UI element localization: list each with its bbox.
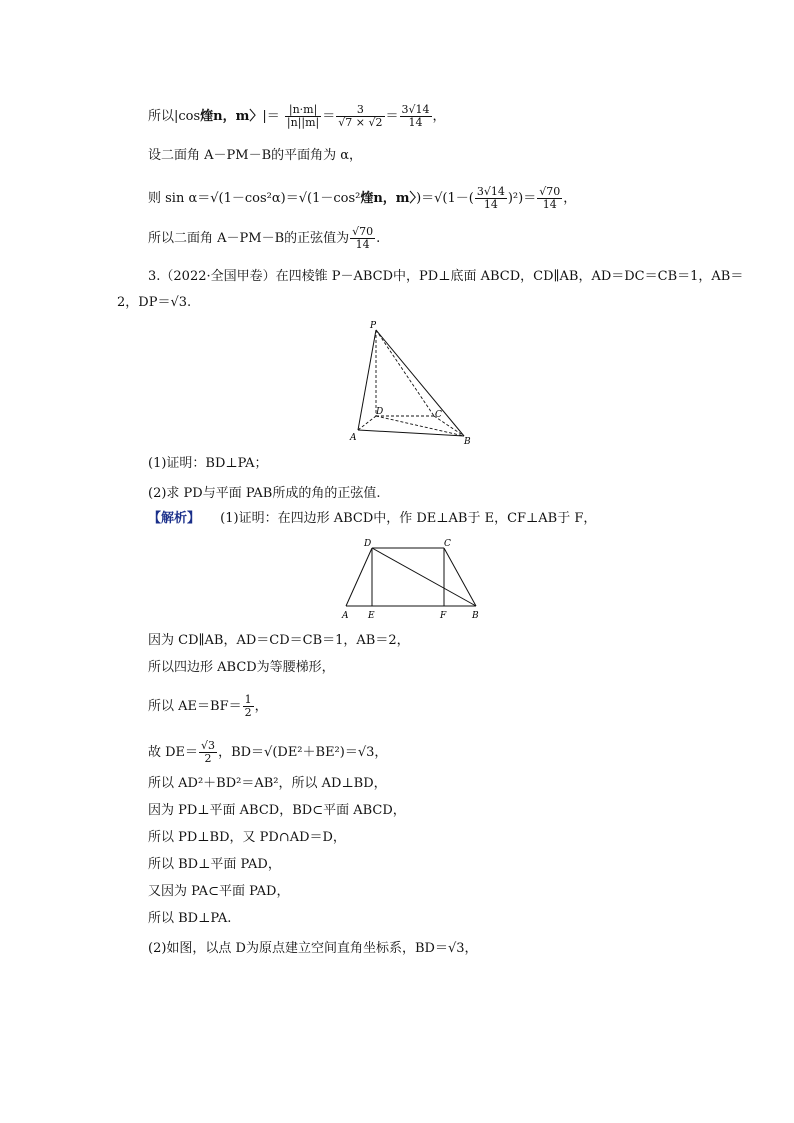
fraction-1: $\frac{|n\cdot m|}{|n||m|}$ bbox=[286, 103, 320, 129]
fraction-sqrt3-2: $\frac{√3}{2}$ bbox=[201, 739, 216, 765]
solution-line bbox=[148, 511, 596, 527]
solution-step-9: 又因为 PA⊂平面 PAD， bbox=[148, 884, 290, 899]
solution-step-11: (2)如图，以点 D为原点建立空间直角坐标系，BD＝√3， bbox=[148, 941, 478, 956]
fraction-5: $\frac{√70}{14}$ bbox=[539, 185, 561, 211]
solution-step-7: 所以 PD⊥BD，又 PD∩AD＝D， bbox=[148, 830, 346, 845]
text-comma-2: ， bbox=[563, 191, 577, 206]
pyramid-figure bbox=[340, 318, 480, 446]
solution-step-1: 因为 CD∥AB，AD＝CD＝CB＝1，AB＝2， bbox=[148, 633, 410, 648]
label-c: C bbox=[435, 410, 442, 420]
label-a2: A bbox=[342, 611, 349, 621]
fraction-3: $\frac{3√14}{14}$ bbox=[401, 103, 430, 129]
solution-step-2: 所以四边形 ABCD为等腰梯形， bbox=[148, 660, 335, 675]
edge-ad bbox=[358, 416, 376, 430]
text-comma-3: ， bbox=[254, 699, 268, 714]
problem-3-line-2: 2，DP＝√3. bbox=[117, 295, 192, 310]
fraction-6: $\frac{√70}{14}$ bbox=[352, 225, 374, 251]
text-sqrt-close: )²)＝ bbox=[507, 191, 537, 206]
question-1: (1)证明：BD⊥PA； bbox=[148, 456, 268, 471]
edge-db bbox=[376, 416, 464, 436]
label-p: P bbox=[370, 321, 377, 331]
text-garbled-2: 煃n，m〉 bbox=[360, 191, 417, 206]
text-eq2: ＝ bbox=[322, 109, 336, 124]
fraction-4: $\frac{3√14}{14}$ bbox=[476, 185, 505, 211]
edge-pb bbox=[376, 330, 464, 436]
text-comma: ， bbox=[432, 109, 446, 124]
text-bd: ，BD＝√(DE²＋BE²)＝√3， bbox=[218, 745, 388, 760]
solution-step-3 bbox=[148, 694, 268, 719]
text-garbled: 煃n，m〉 bbox=[200, 109, 263, 124]
text-result: 所以二面角 A－PM－B的正弦值为 bbox=[148, 231, 350, 246]
trapezoid-figure bbox=[336, 536, 486, 622]
solution-step-6: 因为 PD⊥平面 ABCD，BD⊂平面 ABCD， bbox=[148, 803, 406, 818]
label-d: D bbox=[376, 407, 384, 417]
fraction-half: $\frac{1}{2}$ bbox=[244, 693, 252, 719]
text-period: . bbox=[376, 231, 381, 246]
solution-step-10: 所以 BD⊥PA. bbox=[148, 911, 232, 926]
label-d2: D bbox=[364, 539, 372, 549]
label-a: A bbox=[350, 433, 357, 443]
edge-pc bbox=[376, 330, 434, 416]
text-ae-bf: 所以 AE＝BF＝ bbox=[148, 699, 242, 714]
solution-step-5: 所以 AD²＋BD²＝AB²，所以 AD⊥BD， bbox=[148, 776, 387, 791]
solution-tag: 【解析】 bbox=[148, 511, 201, 526]
label-c2: C bbox=[444, 539, 451, 549]
label-b2: B bbox=[472, 611, 479, 621]
solution-text: (1)证明：在四边形 ABCD中，作 DE⊥AB于 E，CF⊥AB于 F， bbox=[220, 511, 597, 526]
text-cos: 所以|cos bbox=[148, 109, 201, 124]
solution-step-8: 所以 BD⊥平面 PAD， bbox=[148, 857, 281, 872]
edge-ab bbox=[358, 430, 464, 436]
side-ad bbox=[346, 548, 372, 606]
solution-step-4 bbox=[148, 740, 387, 765]
text-sqrt-open: )＝√(1－( bbox=[416, 191, 474, 206]
text-eq3: ＝ bbox=[385, 109, 399, 124]
text-de: 故 DE＝ bbox=[148, 745, 199, 760]
text-sin: 则 sin α＝√(1－cos²α)＝√(1－cos² bbox=[148, 191, 361, 206]
edge-pa bbox=[358, 330, 376, 430]
label-e: E bbox=[368, 611, 375, 621]
text-line-2: 设二面角 A－PM－B的平面角为 α， bbox=[148, 148, 363, 163]
equation-line-3 bbox=[148, 186, 576, 211]
equation-line-4 bbox=[148, 226, 380, 251]
question-2: (2)求 PD与平面 PAB所成的角的正弦值. bbox=[148, 486, 381, 501]
label-f: F bbox=[440, 611, 447, 621]
text-eq: |＝ bbox=[262, 109, 280, 124]
label-b: B bbox=[464, 437, 471, 446]
fraction-2: $\frac{3}{√7 \times √2}$ bbox=[338, 103, 383, 129]
problem-3-line-1: 3.（2022·全国甲卷）在四棱锥 P－ABCD中，PD⊥底面 ABCD，CD∥AB，AD＝DC＝CB＝1，AB＝ bbox=[148, 269, 744, 284]
equation-line-1 bbox=[148, 104, 446, 129]
